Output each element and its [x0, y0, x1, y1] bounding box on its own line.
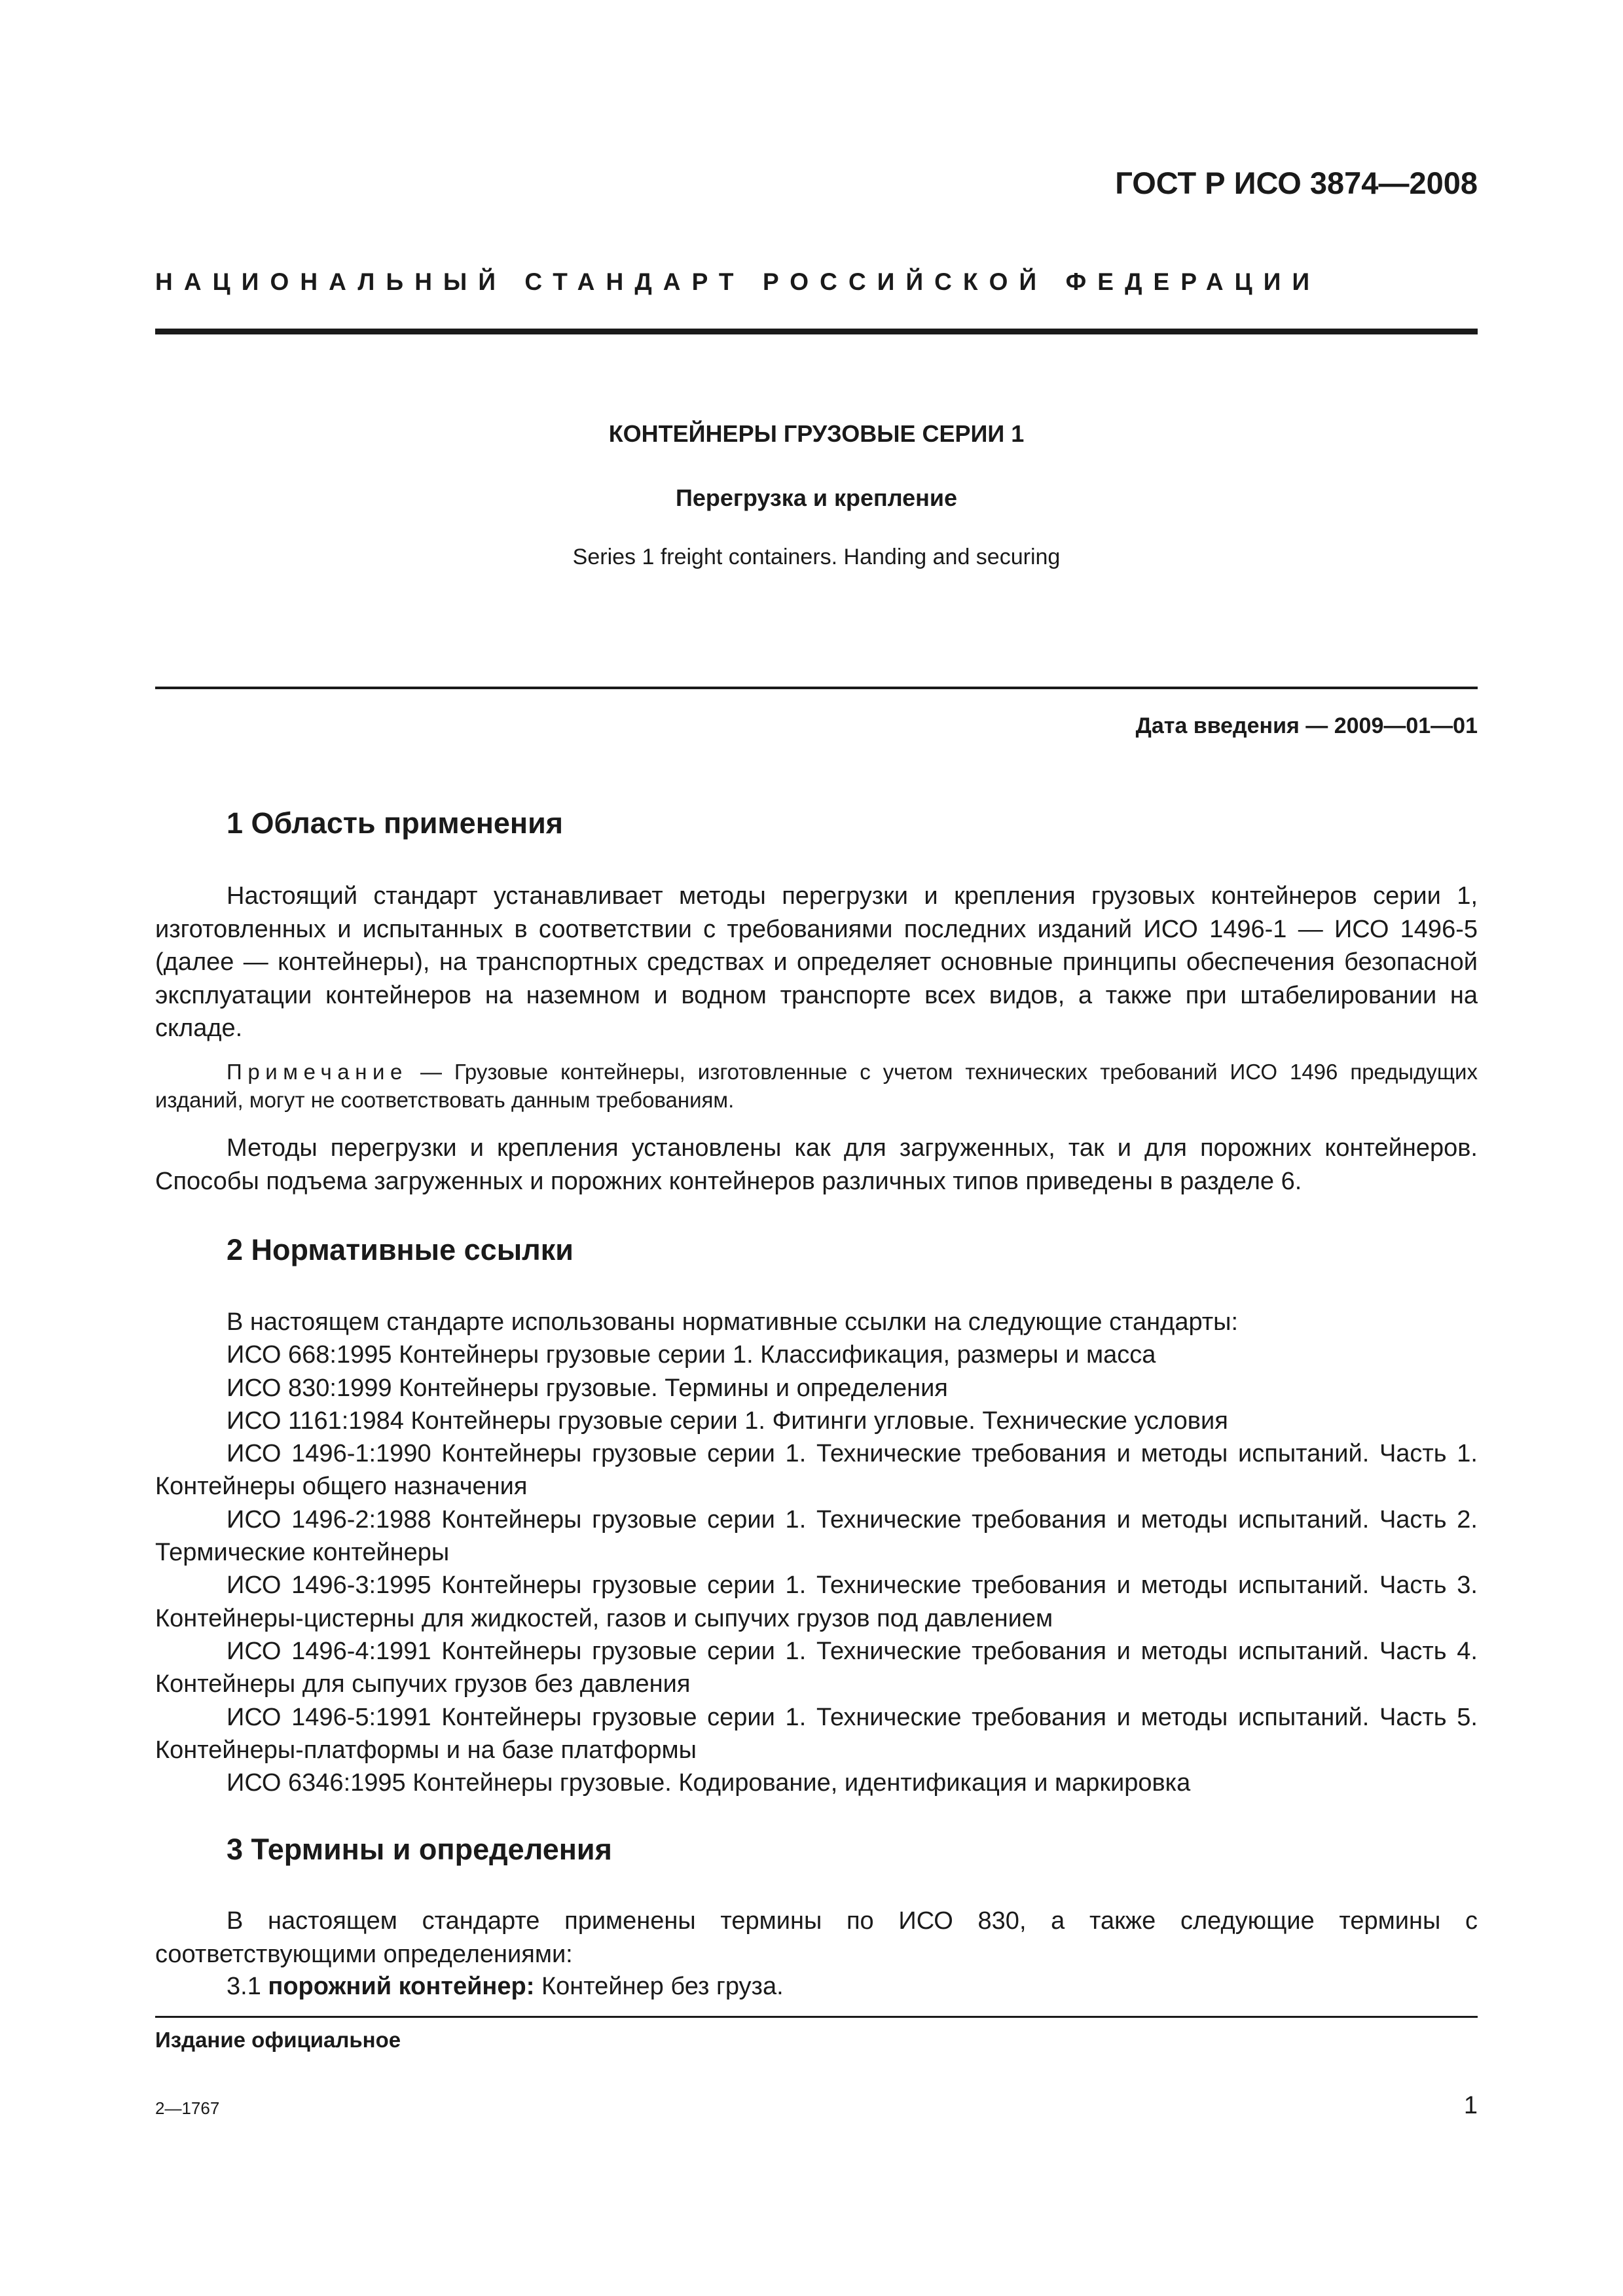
term-definition: Контейнер без груза.	[541, 1973, 784, 2000]
reference-item: ИСО 6346:1995 Контейнеры грузовые. Кодирование, идентификация и маркировка	[227, 1769, 1191, 1797]
section-1-paragraph-2: Методы перегрузки и крепления установлены как для загруженных, так и для порожних контейнеров. Способы подъема загруженных и порожних контейнеров различных типов приведены в разделе 6.	[155, 1134, 1478, 1195]
section-3-heading: 3 Термины и определения	[227, 1833, 612, 1866]
introduction-date: Дата введения — 2009—01—01	[1135, 713, 1478, 738]
page-number: 1	[1463, 2092, 1478, 2119]
reference-item: ИСО 830:1999 Контейнеры грузовые. Термины и определения	[227, 1374, 948, 1402]
section-1-heading: 1 Область применения	[227, 806, 564, 840]
title-divider	[155, 687, 1478, 689]
document-number: ГОСТ Р ИСО 3874—2008	[1115, 166, 1478, 200]
section-1-note	[155, 1058, 1478, 1114]
reference-item: ИСО 1496-3:1995 Контейнеры грузовые серии 1. Технические требования и методы испытаний. Часть 3. Контейнеры-цистерны для жидкостей, газов и сыпучих грузов под давлением	[155, 1571, 1478, 1632]
footer-divider	[155, 2016, 1478, 2018]
term-number: 3.1	[227, 1973, 261, 2000]
reference-item: ИСО 1496-1:1990 Контейнеры грузовые серии 1. Технические требования и методы испытаний. Часть 1. Контейнеры общего назначения	[155, 1440, 1478, 1501]
section-2-heading: 2 Нормативные ссылки	[227, 1233, 574, 1266]
term-definition-3-1	[155, 1970, 1478, 2003]
note-text: — Грузовые контейнеры, изготовленные с учетом технических требований ИСО 1496 предыдущих изданий, могут не соответствовать данным требованиям.	[155, 1060, 1478, 1112]
official-edition-label: Издание официальное	[155, 2028, 401, 2052]
english-title: Series 1 freight containers. Handing and securing	[572, 545, 1061, 569]
note-label: Примечание	[227, 1060, 409, 1084]
reference-item: ИСО 1161:1984 Контейнеры грузовые серии 1. Фитинги угловые. Технические условия	[227, 1407, 1228, 1435]
document-title: КОНТЕЙНЕРЫ ГРУЗОВЫЕ СЕРИИ 1	[608, 420, 1025, 447]
national-standard-banner: НАЦИОНАЛЬНЫЙ СТАНДАРТ РОССИЙСКОЙ ФЕДЕРАЦИИ	[155, 268, 1321, 295]
reference-item: ИСО 1496-2:1988 Контейнеры грузовые серии 1. Технические требования и методы испытаний. Часть 2. Термические контейнеры	[155, 1505, 1478, 1567]
print-code: 2—1767	[155, 2098, 220, 2118]
header-divider	[155, 329, 1478, 334]
reference-item: ИСО 1496-4:1991 Контейнеры грузовые серии 1. Технические требования и методы испытаний. Часть 4. Контейнеры для сыпучих грузов без давления	[155, 1637, 1478, 1698]
document-subtitle: Перегрузка и крепление	[675, 484, 958, 511]
term-name: порожний контейнер:	[268, 1973, 535, 2000]
reference-item: ИСО 668:1995 Контейнеры грузовые серии 1. Классификация, размеры и масса	[227, 1341, 1156, 1369]
section-3-intro: В настоящем стандарте применены термины по ИСО 830, а также следующие термины с соответствующими определениями:	[155, 1907, 1478, 1968]
reference-item: ИСО 1496-5:1991 Контейнеры грузовые серии 1. Технические требования и методы испытаний. Часть 5. Контейнеры-платформы и на базе платформы	[155, 1703, 1478, 1764]
references-intro: В настоящем стандарте использованы нормативные ссылки на следующие стандарты:	[227, 1308, 1239, 1336]
section-1-paragraph-1: Настоящий стандарт устанавливает методы перегрузки и крепления грузовых контейнеров серии 1, изготовленных и испытанных в соответствии с требованиями последних изданий ИСО 1496-1 — ИСО 1496-5 (далее — контейнеры), на транспортных средствах и определяет основные принципы обеспечения безопасной эксплуатации контейнеров на наземном и водном транспорте всех видов, а также при штабелировании на складе.	[155, 882, 1478, 1042]
references-list	[155, 1306, 1478, 1799]
